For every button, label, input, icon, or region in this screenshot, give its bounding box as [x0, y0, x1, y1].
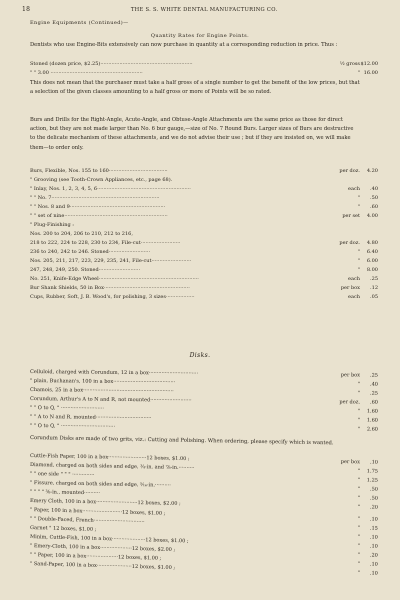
item-description: " " O to Q, " ··························· — [29, 405, 104, 412]
price-row — [30, 258, 378, 266]
item-price: 1.75 — [366, 468, 379, 475]
page-number: 18 — [22, 6, 31, 13]
item-price: 1.25 — [366, 477, 379, 484]
price-row — [30, 276, 378, 284]
corundum-note: Corundum Disks are made of two grits, viz.: Cutting and Polishing. When ordering, please specify which is wanted. — [29, 435, 334, 447]
item-price: .20 — [369, 504, 379, 511]
price-row — [30, 294, 378, 302]
item-unit: " — [357, 504, 361, 511]
price-row — [30, 231, 378, 239]
item-price: .25 — [370, 372, 379, 379]
price-row — [30, 168, 378, 176]
item-price: 1.60 — [366, 417, 379, 424]
item-unit: " — [357, 486, 361, 493]
item-price: .50 — [369, 486, 379, 493]
price-row — [30, 240, 378, 248]
item-unit: " — [357, 570, 360, 577]
item-price: .20 — [369, 552, 378, 559]
item-unit: each — [348, 276, 360, 282]
attachments-note: Burs and Drills for the Right-Angle, Acute-Angle, and Obtuse-Angle Attachments are the same price as those for direct action, but they are not made larger than No. 6 bur gauge,—size of No. 7 Round Burs. Larger sizes of Burs are destructive to the delicate mechanism of these attachments, and we do not advise their use ; but if they are insisted on, we will make them—to order only. — [30, 117, 354, 151]
item-description: " " " " ⅜-in., mounted·········· — [29, 489, 101, 497]
price-row — [30, 61, 378, 69]
item-unit: per doz. — [339, 399, 361, 406]
item-description: Bur Shank Shields, 50 in Box······················································ — [30, 285, 190, 291]
item-unit: each — [348, 294, 360, 300]
item-description: " " A to N and R, mounted··································· — [29, 414, 152, 422]
item-unit: " — [357, 561, 360, 568]
item-price: .40 — [370, 186, 378, 192]
item-price: .10 — [369, 534, 378, 541]
item-price: .10 — [369, 570, 378, 577]
item-description: " Paper, 100 in a box·························12 boxes, $1.00 ; — [29, 507, 166, 517]
item-description: 247, 248, 249, 250. Stoned·························· — [30, 267, 141, 273]
price-row — [30, 70, 378, 78]
item-description: " " set of nine································································· — [30, 213, 168, 219]
item-unit: per set — [342, 213, 360, 219]
item-description: " Grooving (see Tooth-Crown Appliances, etc., page 68). — [30, 177, 173, 183]
item-price: .40 — [370, 381, 379, 388]
item-unit: per box — [340, 372, 361, 379]
item-price: 16.00 — [363, 70, 378, 76]
item-unit: per doz. — [339, 240, 360, 246]
item-price: 1.60 — [366, 408, 379, 415]
item-description: Cuttle-Fish Paper, 100 in a box························12 boxes, $1.00 ; — [29, 453, 190, 463]
item-price: .60 — [370, 204, 378, 210]
item-price: .60 — [370, 399, 379, 406]
item-description: 218 to 222, 224 to 228, 230 to 234, File-cut························· — [30, 240, 181, 246]
item-description: " " Double-Faced, French································ — [29, 516, 145, 526]
item-price: 4.80 — [366, 240, 378, 246]
item-price: .50 — [369, 495, 379, 502]
price-row — [30, 213, 378, 221]
running-title: THE S. S. WHITE DENTAL MANUFACTURING CO. — [130, 6, 278, 13]
item-unit: " — [357, 534, 360, 541]
price-row — [30, 204, 378, 212]
item-description: " Inlay, Nos. 1, 2, 3, 4, 5, 6··························································· — [30, 186, 191, 192]
item-description: " " Paper, 100 in a box····················12 boxes, $1.00 ; — [29, 552, 162, 562]
item-unit: " — [357, 495, 361, 502]
item-unit: " — [357, 477, 361, 484]
disks-heading: Disks. — [189, 352, 211, 359]
item-description: Nos. 205, 211, 217, 223, 229, 235, 241, File-cut························· — [30, 258, 192, 264]
item-price: $12.00 — [360, 61, 378, 67]
item-description: Emery Cloth, 100 in a box··························12 boxes, $2.00 ; — [29, 498, 181, 507]
item-unit: per box — [340, 458, 361, 466]
item-price: .10 — [369, 561, 378, 568]
item-price: 6.00 — [366, 258, 378, 264]
item-unit: per box — [340, 285, 360, 291]
item-price: .25 — [370, 276, 378, 282]
intro-paragraph: Dentists who use Engine-Bits extensively can now purchase in quantity at a corresponding reduction in price. Thus : — [30, 42, 338, 48]
item-price: 8.00 — [366, 267, 378, 273]
item-unit: per doz. — [339, 168, 360, 174]
item-description: " " Nos. 8 and 9···························································· — [30, 204, 166, 210]
item-unit: ½ gross — [339, 61, 360, 67]
item-description: Celluloid, charged with Corundum, 12 in a box······························· — [29, 369, 199, 377]
price-row — [30, 195, 378, 203]
item-unit: " — [357, 426, 361, 433]
item-description: Burs, Flexible, Nos. 155 to 160····································· — [30, 168, 168, 174]
price-row — [30, 249, 378, 257]
quantity-note: This does not mean that the purchaser must take a half gross of a single number to get the benefit of the low prices, but that a selection of the given classes amounting to a half gross or more of Points will be so rated. — [30, 80, 360, 96]
item-unit: " — [357, 249, 360, 255]
section-title: Engine Equipments (Continued)— — [30, 20, 129, 26]
item-description: Minim, Cuttle-Fish, 100 in a box·····················12 boxes, $1.00 ; — [29, 534, 189, 545]
item-unit: " — [357, 525, 360, 532]
price-row — [30, 186, 378, 194]
item-description: " " O to Q, " ·································· — [29, 423, 116, 430]
price-row — [30, 222, 378, 230]
item-price: 2.60 — [366, 426, 379, 433]
item-description: " Fissure, charged on both sides and edge, ⁵⁄₁₆-in.·········· — [29, 480, 171, 489]
section-subtitle: Quantity Rates for Engine Points. — [150, 33, 250, 39]
item-unit: " — [357, 543, 360, 550]
item-price: .10 — [369, 543, 378, 550]
item-description: " " one side " " " ·············· — [29, 471, 95, 479]
item-price: 4.00 — [366, 213, 378, 219]
item-description: Chamois, 25 in a box························································· — [29, 387, 174, 395]
price-row — [30, 285, 378, 293]
price-row — [30, 267, 378, 275]
item-description: 236 to 240, 242 to 246. Stoned·························· — [30, 249, 151, 255]
item-description: " Sand-Paper, 100 in a box······················12 boxes, $1.00 ; — [29, 561, 176, 572]
item-price: 6.40 — [366, 249, 378, 255]
item-description: Cups, Rubber, Soft, J. B. Wood's, for polishing, 3 sizes·················· — [30, 294, 195, 300]
item-unit: " — [357, 516, 360, 523]
item-unit: each — [348, 186, 360, 192]
item-unit: " — [357, 408, 361, 415]
item-price: .12 — [370, 285, 378, 291]
item-price: .15 — [369, 525, 378, 532]
item-description: " " No. 7···································································· — [30, 195, 160, 201]
item-unit: " — [357, 258, 360, 264]
item-description: " Emery-Cloth, 100 in a box····················12 boxes, $2.00 ; — [29, 543, 176, 554]
item-price: .25 — [370, 390, 379, 397]
item-description: Corundum, Arthur's A to N and R, not mounted·························· — [29, 396, 192, 404]
item-description: Nos. 200 to 204, 206 to 210, 212 to 216, — [30, 231, 133, 237]
item-unit: " — [357, 204, 360, 210]
item-description: " " 3.00 ·························································· — [30, 70, 143, 76]
item-price: .50 — [370, 195, 378, 201]
item-description: Diamond, charged on both sides and edge, ¾-in. and ⅞-in.·········· — [29, 462, 195, 472]
item-description: " Plug-Finishing : — [30, 222, 74, 228]
item-description: Stoned (dozen price, $2.25)·························································· — [30, 61, 193, 67]
item-description: Garnet " 12 boxes, $1.00 ; — [29, 525, 97, 533]
item-description: No. 251, Knife-Edge Wheel······························································· — [30, 276, 199, 282]
item-price: .10 — [369, 459, 379, 466]
item-description: " plain, Buchanan's, 100 in a box······································· — [29, 378, 176, 386]
item-unit: " — [357, 390, 361, 397]
item-price: 4.20 — [366, 168, 378, 174]
item-unit: " — [357, 381, 361, 388]
item-unit: " — [357, 552, 360, 559]
item-unit: " — [357, 267, 360, 273]
item-unit: " — [357, 70, 360, 76]
price-row — [30, 177, 378, 185]
item-price: .05 — [370, 294, 378, 300]
item-price: .10 — [369, 516, 378, 523]
page-header — [22, 6, 378, 13]
item-unit: " — [357, 417, 361, 424]
item-unit: " — [357, 195, 360, 201]
item-unit: " — [357, 468, 361, 475]
